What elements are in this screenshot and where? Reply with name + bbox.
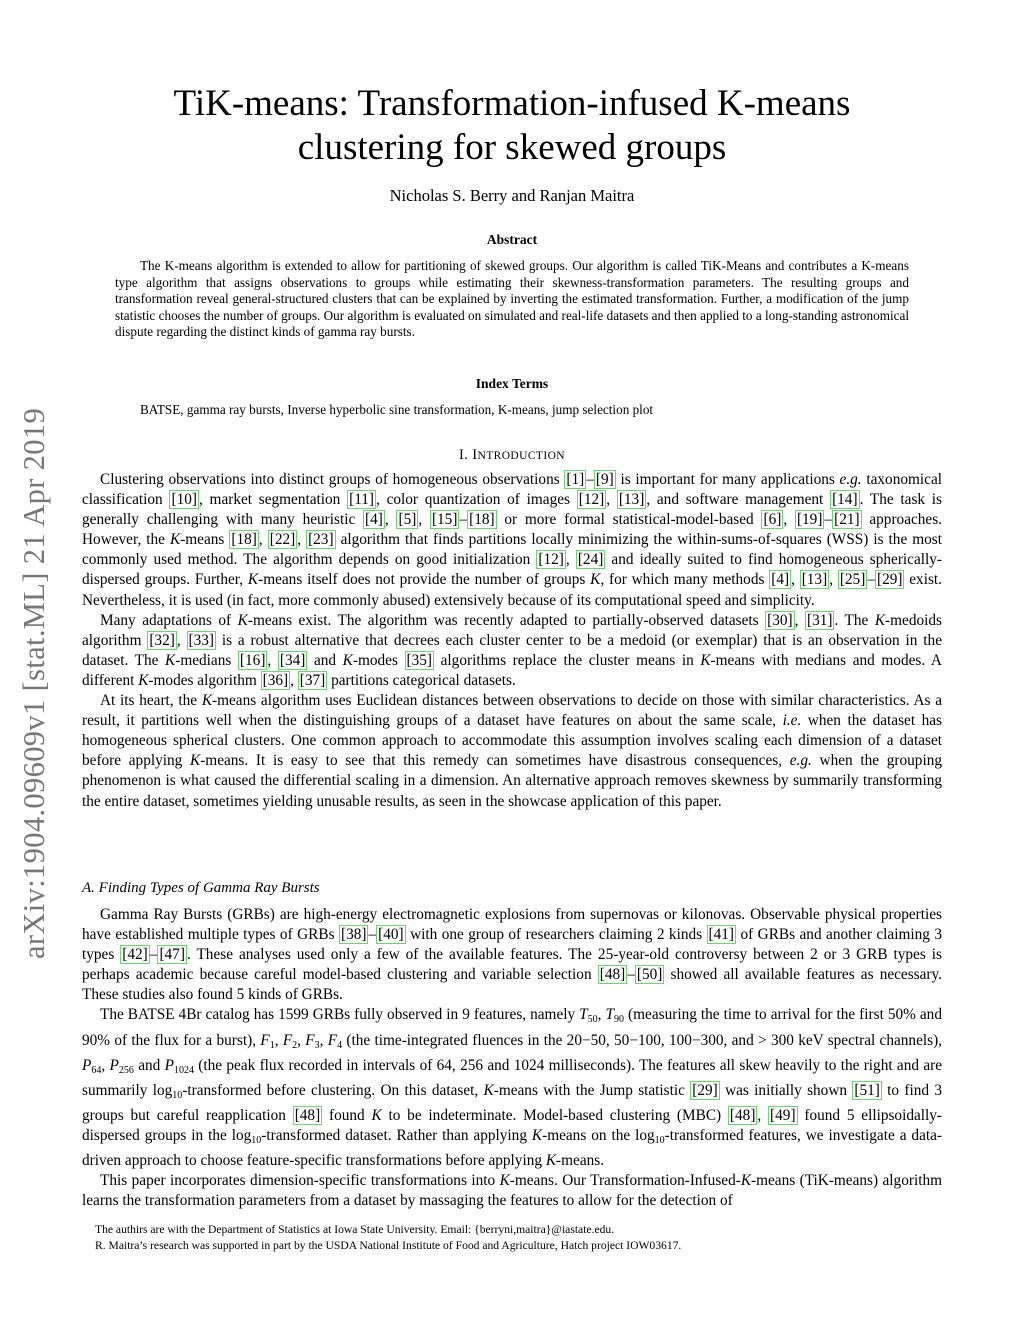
intro-paragraph-1: Clustering observations into distinct groups of homogeneous observations [1] – [9] is important for many applications e.g. taxonomical classification [10] , market segmentation [11] , color quantization of images [12] , [13] , and software management [14] . The task is generally challenging with many heuristic [4] , [5] , [15] – [18] or more formal statistical-model-based [6] , [19] – [21] approaches. However, the K-means [18] , [22] , [23] algorithm that finds partitions locally minimizing the within-sums-of-squares (WSS) is the most commonly used method. The algorithm depends on good initialization [12] , [24] and ideally suited to find homogeneous spherically-dispersed groups. Further, K-means itself does not provide the number of groups K, for which many methods [4] , [13] , [25] – [29] exist. Nevertheless, it is used (in fact, more commonly abused) extensively because of its computational speed and simplicity. xyxy=(82,471,943,609)
author-list: Nicholas S. Berry and Ranjan Maitra xyxy=(389,186,635,205)
section-title-initial: I xyxy=(472,447,478,463)
footnotes xyxy=(82,1222,942,1253)
footnote-affiliation: The authirs are with the Department of Statistics at Iowa State University. Email: {berryni,maitra}@iastate.edu. xyxy=(95,1223,615,1236)
grb-paragraph-2: The BATSE 4Br catalog has 1599 GRBs fully observed in 9 features, namely $T_{50}$, $T_{90}$ (measuring the time to arrival for the first 50% and 90% of the flux for a burst), $F_1$, $F_2$, $F_3$, $F_4$ (the time-integrated fluences in the 20−50, 50−100, 100−300, and > 300 keV spectral channels), $P_{64}$, $P_{256}$ and $P_{1024}$ (the peak flux recorded in intervals of 64, 256 and 1024 milliseconds). The features all skew heavily to the right and are summarily $\log_{10}$-transformed before clustering. On this dataset, K-means with the Jump statistic [29] was initially shown [51] to find 3 groups but careful reapplication [48] found K to be indeterminate. Model-based clustering (MBC) [48] , [49] found 5 ellipsoidally-dispersed groups in the $\log_{10}$-transformed dataset. Rather than applying K-means on the $\log_{10}$-transformed features, we investigate a data-driven approach to choose feature-specific transformations before applying K-means. xyxy=(82,1006,942,1170)
index-terms-heading: Index Terms xyxy=(475,376,549,391)
title-line-1: TiK-means: Transformation-infused K-means xyxy=(173,83,851,124)
introduction-body xyxy=(82,470,942,812)
subsection-body xyxy=(82,905,942,1211)
section-heading-introduction xyxy=(100,447,924,464)
index-terms-text: BATSE, gamma ray bursts, Inverse hyperbolic sine transformation, K-means, jump selection plot xyxy=(140,402,654,417)
paper-title xyxy=(100,82,924,170)
grb-paragraph-1: Gamma Ray Bursts (GRBs) are high-energy electromagnetic explosions from supernovas or kilonovas. Observable physical properties have established multiple types of GRBs [38] – [40] with one group of researchers claiming 2 kinds [41] of GRBs and another claiming 3 types [42] – [47] . These analyses used only a few of the available features. The 25-year-old controversy between 2 or 3 GRB types is perhaps academic because careful model-based clustering and variable selection [48] – [50] showed all available features as necessary. These studies also found 5 kinds of GRBs. xyxy=(82,906,942,1004)
section-title-rest: NTRODUCTION xyxy=(477,450,565,462)
title-line-2: clustering for skewed groups xyxy=(297,127,727,168)
subsection-heading-gamma-ray-bursts: A. Finding Types of Gamma Ray Bursts xyxy=(82,880,320,896)
section-numeral: I. xyxy=(459,447,469,463)
abstract-heading: Abstract xyxy=(486,232,538,247)
abstract-text: The K-means algorithm is extended to allow for partitioning of skewed groups. Our algorithm is called TiK-Means and contributes a K-means type algorithm that assigns observations to groups while estimating their skewness-transformation parameters. The resulting groups and transformation reveal general-structured clusters that can be explained by inverting the estimated transformation. Further, a modification of the jump statistic chooses the number of groups. Our algorithm is evaluated on simulated and real-life datasets and then applied to a long-standing astronomical dispute regarding the distinct kinds of gamma ray bursts. xyxy=(115,258,909,340)
footnote-funding: R. Maitra’s research was supported in part by the USDA National Institute of Food and Agriculture, Hatch project IOW03617. xyxy=(95,1238,682,1252)
arxiv-identifier-stamp: arXiv:1904.09609v1 [stat.ML] 21 Apr 2019 xyxy=(17,407,51,959)
intro-paragraph-2: Many adaptations of K-means exist. The algorithm was recently adapted to partially-observed datasets [30] , [31] . The K-medoids algorithm [32] , [33] is a robust alternative that decrees each cluster center to be a medoid (or exemplar) that is an observation in the dataset. The K-medians [16] , [34] and K-modes [35] algorithms replace the cluster means in K-means with medians and modes. A different K-modes algorithm [36] , [37] partitions categorical datasets. xyxy=(82,611,942,689)
intro-paragraph-3: At its heart, the K-means algorithm uses Euclidean distances between observations to decide on those with similar characteristics. As a result, it partitions well when the distinguishing groups of a dataset have features on about the same scale, i.e. when the dataset has homogeneous spherical clusters. One common approach to accommodate this assumption involves scaling each dimension of a dataset before applying K-means. It is easy to see that this remedy can sometimes have disastrous consequences, e.g. when the grouping phenomenon is what caused the differential scaling in a dimension. An alternative approach removes skewness by summarily transforming the entire dataset, sometimes yielding unusable results, as seen in the showcase application of this paper. xyxy=(82,692,942,810)
grb-paragraph-3: This paper incorporates dimension-specific transformations into K-means. Our Transformation-Infused-K-means (TiK-means) algorithm learns the transformation parameters from a dataset by massaging the features to allow for the detection of xyxy=(82,1172,942,1210)
